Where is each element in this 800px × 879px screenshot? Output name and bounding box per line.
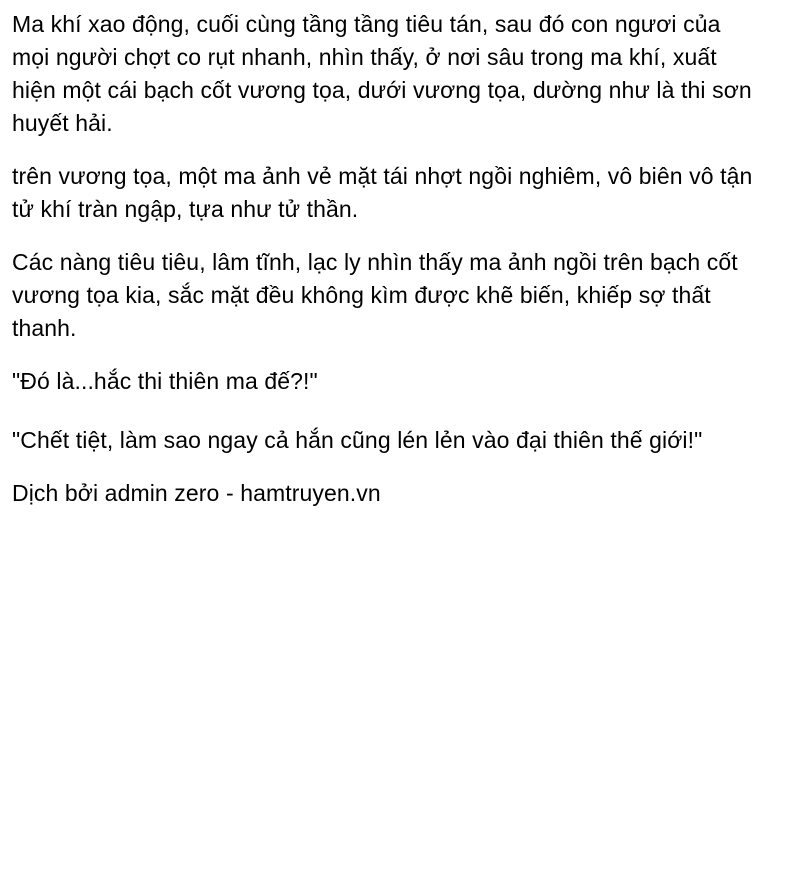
- text-line: huyết hải.: [12, 110, 113, 136]
- text-line: mọi người chợt co rụt nhanh, nhìn thấy, ở nơi sâu trong ma khí, xuất: [12, 44, 717, 70]
- text-line: Dịch bởi admin zero - hamtruyen.vn: [12, 480, 381, 506]
- text-line: Các nàng tiêu tiêu, lâm tĩnh, lạc ly nhìn thấy ma ảnh ngồi trên bạch cốt: [12, 249, 738, 275]
- paragraph: [12, 160, 782, 226]
- text-line: "Chết tiệt, làm sao ngay cả hắn cũng lén lẻn vào đại thiên thế giới!": [12, 427, 703, 453]
- text-line: "Đó là...hắc thi thiên ma đế?!": [12, 368, 318, 394]
- text-line: vương tọa kia, sắc mặt đều không kìm được khẽ biến, khiếp sợ thất: [12, 282, 711, 308]
- text-line: Ma khí xao động, cuối cùng tầng tầng tiêu tán, sau đó con ngươi của: [12, 11, 721, 37]
- text-line: trên vương tọa, một ma ảnh vẻ mặt tái nhợt ngồi nghiêm, vô biên vô tận: [12, 163, 753, 189]
- paragraph: [12, 424, 782, 457]
- text-line: thanh.: [12, 315, 77, 341]
- paragraph: [12, 365, 782, 398]
- text-line: hiện một cái bạch cốt vương tọa, dưới vương tọa, dường như là thi sơn: [12, 77, 752, 103]
- paragraph: [12, 477, 782, 510]
- paragraph: [12, 246, 782, 345]
- paragraph: [12, 8, 782, 140]
- text-line: tử khí tràn ngập, tựa như tử thần.: [12, 196, 359, 222]
